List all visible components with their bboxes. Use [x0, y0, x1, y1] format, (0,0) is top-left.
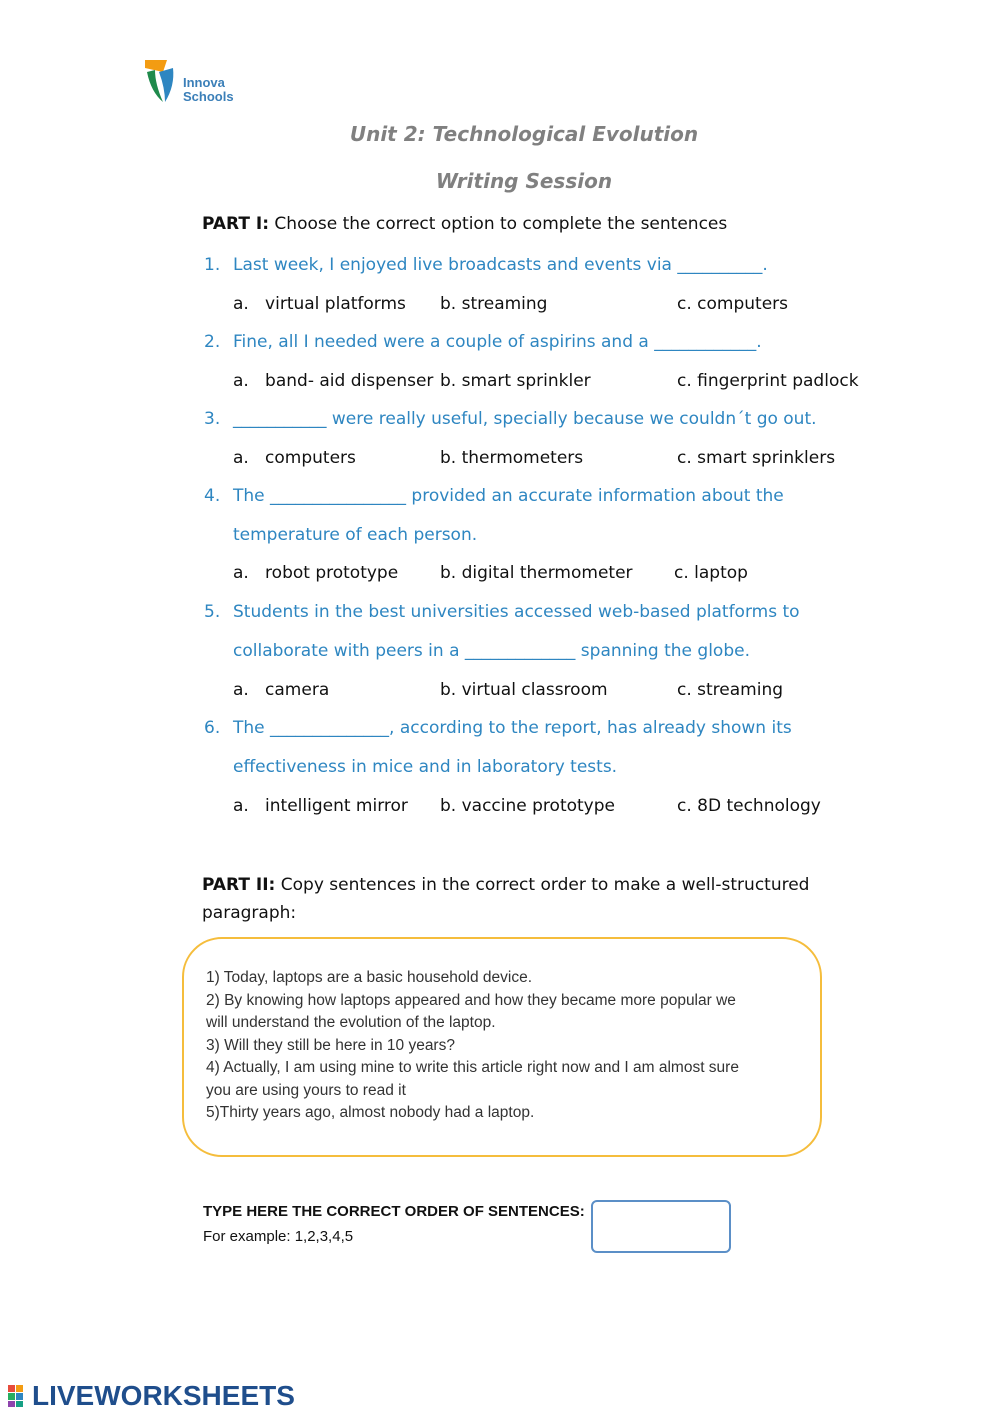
question-number: 3.	[204, 409, 221, 429]
option-b[interactable]: b. digital thermometer	[440, 563, 633, 583]
question-3	[204, 409, 817, 429]
option-c[interactable]: c. laptop	[674, 563, 748, 583]
option-b[interactable]: b. streaming	[440, 294, 548, 314]
sentence-line: 5)Thirty years ago, almost nobody had a laptop.	[206, 1104, 535, 1121]
part2-instruction: Copy sentences in the correct order to make a well-structured	[275, 875, 810, 895]
liveworksheets-logo-icon	[8, 1385, 32, 1407]
sentences-list	[206, 967, 806, 1125]
question-text: Fine, all I needed were a couple of aspirins and a ____________.	[233, 332, 762, 352]
question-number: 4.	[204, 486, 221, 506]
question-text-continued: temperature of each person.	[233, 525, 478, 545]
question-1	[204, 255, 768, 275]
question-number: 5.	[204, 602, 221, 622]
option-b[interactable]: b. virtual classroom	[440, 680, 608, 700]
option-a[interactable]: a. robot prototype	[233, 563, 399, 583]
part1-heading	[202, 214, 727, 234]
question-text: Last week, I enjoyed live broadcasts and events via __________.	[233, 255, 768, 275]
option-b[interactable]: b. thermometers	[440, 448, 584, 468]
sentence-line: 2) By knowing how laptops appeared and how they became more popular we	[206, 991, 736, 1009]
sentence-line: 3) Will they still be here in 10 years?	[206, 1036, 455, 1054]
answer-label: TYPE HERE THE CORRECT ORDER OF SENTENCES:	[203, 1203, 585, 1220]
option-b[interactable]: b. smart sprinkler	[440, 371, 591, 391]
question-text-continued: effectiveness in mice and in laboratory tests.	[233, 757, 618, 777]
question-text: The ______________, according to the report, has already shown its	[233, 718, 792, 738]
question-5	[204, 602, 800, 622]
page-subtitle: Writing Session	[435, 169, 613, 193]
sentence-line: you are using yours to read it	[206, 1081, 406, 1099]
option-c[interactable]: c. smart sprinklers	[677, 448, 836, 468]
question-2	[204, 332, 762, 352]
question-text: The ________________ provided an accurate information about the	[233, 486, 784, 506]
part2-instruction-continued: paragraph:	[202, 903, 297, 923]
sentence-line: will understand the evolution of the laptop.	[206, 1014, 496, 1031]
sentence-line: 1) Today, laptops are a basic household device.	[206, 969, 532, 986]
question-4	[204, 486, 784, 506]
answer-input[interactable]	[591, 1200, 731, 1253]
question-number: 2.	[204, 332, 221, 352]
question-6	[204, 718, 792, 738]
option-a[interactable]: a. computers	[233, 448, 356, 468]
question-text-continued: collaborate with peers in a _____________ spanning the globe.	[233, 641, 750, 661]
option-a[interactable]: a. virtual platforms	[233, 294, 406, 314]
part1-label: PART I:	[202, 214, 270, 234]
answer-example: For example: 1,2,3,4,5	[203, 1228, 354, 1245]
part1-instruction: Choose the correct option to complete the sentences	[269, 214, 728, 234]
option-a[interactable]: a. camera	[233, 680, 330, 700]
logo-text	[183, 76, 234, 104]
question-text: Students in the best universities accessed web-based platforms to	[233, 602, 800, 622]
option-c[interactable]: c. fingerprint padlock	[677, 371, 859, 391]
sentence-line: 4) Actually, I am using mine to write this article right now and I am almost sure	[206, 1059, 739, 1076]
option-c[interactable]: c. 8D technology	[677, 796, 821, 816]
page-title: Unit 2: Technological Evolution	[349, 122, 699, 146]
option-a[interactable]: a. band- aid dispenser	[233, 371, 434, 391]
option-a[interactable]: a. intelligent mirror	[233, 796, 408, 816]
question-text: ___________ were really useful, specially because we couldn´t go out.	[233, 409, 817, 429]
liveworksheets-brand: LIVEWORKSHEETS	[32, 1380, 295, 1411]
option-c[interactable]: c. streaming	[677, 680, 784, 700]
question-number: 1.	[204, 255, 221, 275]
logo-line1: Innova	[183, 75, 225, 90]
part2-label: PART II:	[202, 875, 276, 895]
question-number: 6.	[204, 718, 221, 738]
option-b[interactable]: b. vaccine prototype	[440, 796, 615, 816]
option-c[interactable]: c. computers	[677, 294, 788, 314]
part2-heading	[202, 875, 809, 895]
logo-line2: Schools	[183, 89, 234, 104]
